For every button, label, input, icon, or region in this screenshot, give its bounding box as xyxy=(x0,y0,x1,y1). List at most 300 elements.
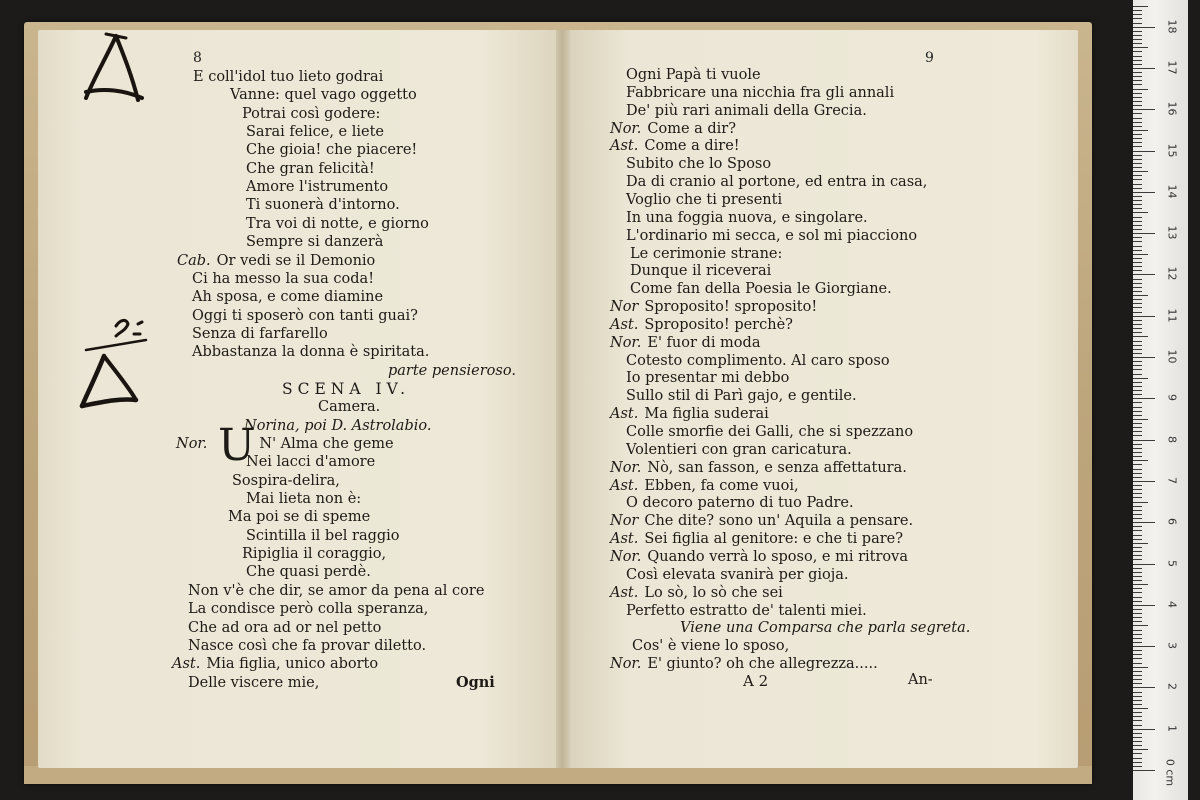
ruler-number: 8 xyxy=(1165,435,1179,443)
ruler-tick xyxy=(1133,138,1142,139)
verse-text: Colle smorfie dei Galli, che si spezzano xyxy=(626,424,914,440)
ruler-tick xyxy=(1133,204,1142,205)
verse-text: Ah sposa, e come diamine xyxy=(192,289,384,306)
ruler-number: 3 xyxy=(1165,642,1179,650)
ruler-number: 0 cm xyxy=(1163,758,1177,787)
ruler-tick xyxy=(1133,167,1142,168)
ruler-tick xyxy=(1133,225,1142,226)
left-page-line xyxy=(188,637,426,655)
ruler-tick xyxy=(1133,188,1142,189)
ruler-tick xyxy=(1133,382,1142,383)
verse-text: Che quasi perdè. xyxy=(246,564,371,581)
ruler-tick xyxy=(1133,97,1142,98)
left-page-line xyxy=(246,527,400,545)
ruler-tick xyxy=(1133,146,1142,147)
handwritten-a-mark xyxy=(76,28,156,110)
ruler-tick xyxy=(1133,212,1148,213)
verse-text: Le cerimonie strane: xyxy=(630,245,783,262)
ruler-tick xyxy=(1133,597,1142,598)
verse-text: Viene una Comparsa che parla segreta. xyxy=(680,620,971,637)
right-page-line xyxy=(610,477,799,495)
verse-text: SCENA IV. xyxy=(282,379,411,398)
ruler-tick xyxy=(1133,539,1142,540)
ruler-tick xyxy=(1133,630,1142,631)
verse-text: La condisce però colla speranza, xyxy=(188,601,429,618)
right-page-line xyxy=(630,245,782,263)
left-page-line xyxy=(177,252,375,270)
speaker-label: Nor. xyxy=(610,548,642,565)
ruler-tick xyxy=(1133,729,1155,730)
ruler-tick xyxy=(1133,588,1142,589)
ruler-tick xyxy=(1133,592,1142,593)
right-page-line xyxy=(626,566,848,584)
ruler-tick xyxy=(1133,605,1155,606)
ruler-tick xyxy=(1133,704,1142,705)
ruler-tick xyxy=(1133,287,1142,288)
ruler-tick xyxy=(1133,254,1148,255)
left-page-line xyxy=(188,619,381,637)
verse-text: Nò, san fasson, e senza affettatura. xyxy=(647,459,907,476)
ruler-tick xyxy=(1133,179,1142,180)
ruler-tick xyxy=(1133,155,1142,156)
ruler-tick xyxy=(1133,646,1155,647)
left-page-line xyxy=(246,123,384,141)
ruler-tick xyxy=(1133,407,1142,408)
ruler-number: 16 xyxy=(1165,101,1179,116)
verse-text: Nasce così che fa provar diletto. xyxy=(188,637,427,654)
ruler-tick xyxy=(1133,80,1142,81)
ruler-tick xyxy=(1133,31,1142,32)
verse-text: Ci ha messo la sua coda! xyxy=(192,270,375,287)
ruler-tick xyxy=(1133,64,1142,65)
ruler-tick xyxy=(1133,745,1142,746)
verse-text: E' fuor di moda xyxy=(647,334,761,351)
ruler-tick xyxy=(1133,568,1142,569)
verse-text: Subito che lo Sposo xyxy=(626,156,772,173)
ruler-number: 4 xyxy=(1165,600,1179,608)
ruler-tick xyxy=(1133,122,1142,123)
verse-text: Io presentar mi debbo xyxy=(626,370,790,387)
handwritten-delta-mark xyxy=(76,310,166,420)
right-page-line xyxy=(626,387,857,405)
verse-text: Mai lieta non è: xyxy=(246,491,362,508)
ruler-number: 11 xyxy=(1165,308,1179,323)
verse-text: Ebben, fa come vuoi, xyxy=(644,477,799,494)
speaker-label: Nor. xyxy=(610,656,642,673)
verse-text: Come fan della Poesia le Giorgiane. xyxy=(630,281,892,298)
ruler-tick xyxy=(1133,671,1142,672)
ruler-tick xyxy=(1133,378,1148,379)
ruler-tick xyxy=(1133,163,1142,164)
left-page-line xyxy=(246,141,417,159)
verse-text: Come a dire! xyxy=(644,138,740,155)
ruler-tick xyxy=(1133,18,1142,19)
ruler-tick xyxy=(1133,241,1142,242)
speaker-label: Ast. xyxy=(610,316,639,333)
ruler-tick xyxy=(1133,72,1142,73)
ruler-tick xyxy=(1133,555,1142,556)
left-page-line xyxy=(318,398,380,416)
ruler-tick xyxy=(1133,580,1142,581)
ruler-tick xyxy=(1133,584,1148,585)
right-page-line xyxy=(626,494,854,512)
verse-text: Perfetto estratto de' talenti miei. xyxy=(626,602,867,619)
right-page-line xyxy=(626,66,761,84)
speaker-label: Ast. xyxy=(610,584,639,601)
ruler-tick xyxy=(1133,233,1155,234)
ruler-tick xyxy=(1133,687,1155,688)
verse-text: Che ad ora ad or nel petto xyxy=(188,619,382,636)
left-page-line xyxy=(388,362,516,380)
ruler-tick xyxy=(1133,10,1142,11)
ruler-tick xyxy=(1133,415,1142,416)
ruler-tick xyxy=(1133,683,1142,684)
left-page-line xyxy=(192,307,418,325)
ruler-tick xyxy=(1133,621,1142,622)
ruler-tick xyxy=(1133,530,1142,531)
ruler-tick xyxy=(1133,667,1148,668)
ruler-tick xyxy=(1133,737,1142,738)
ruler-tick xyxy=(1133,572,1142,573)
ruler-tick xyxy=(1133,469,1142,470)
ruler-number: 6 xyxy=(1165,518,1179,526)
ruler-number: 7 xyxy=(1165,476,1179,484)
verse-text: Delle viscere mie, xyxy=(188,674,320,691)
ruler-tick xyxy=(1133,601,1142,602)
ruler-tick xyxy=(1133,464,1142,465)
right-page-line xyxy=(610,655,878,673)
left-page-line xyxy=(246,196,400,214)
ruler-tick xyxy=(1133,229,1142,230)
ruler-tick xyxy=(1133,118,1142,119)
ruler-tick xyxy=(1133,250,1142,251)
verse-text: Quando verrà lo sposo, e mi ritrova xyxy=(647,548,908,565)
speaker-label: Nor. xyxy=(176,436,208,452)
ruler-tick xyxy=(1133,68,1155,69)
right-page-line xyxy=(610,512,913,530)
speaker-label: Ast. xyxy=(172,656,201,673)
right-page-line xyxy=(610,584,783,602)
book-gutter xyxy=(556,30,570,768)
ruler-tick xyxy=(1133,559,1142,560)
verse-text: Abbastanza la donna è spiritata. xyxy=(192,344,430,361)
verse-text: Ogni Papà ti vuole xyxy=(626,67,761,83)
ruler-tick xyxy=(1133,332,1142,333)
verse-text: Sullo stil di Parì gajo, e gentile. xyxy=(626,388,857,405)
ruler-tick xyxy=(1133,291,1142,292)
verse-text: Che dite? sono un' Aquila a pensare. xyxy=(644,513,914,530)
ruler-tick xyxy=(1133,634,1142,635)
ruler-tick xyxy=(1133,435,1142,436)
ruler-tick xyxy=(1133,60,1142,61)
verse-text: Sospira-delira, xyxy=(232,472,340,489)
verse-text: Nei lacci d'amore xyxy=(246,454,376,471)
ruler-tick xyxy=(1133,23,1142,24)
left-page-line xyxy=(246,453,375,471)
speaker-label: Nor xyxy=(610,513,639,530)
right-page-line xyxy=(610,298,817,316)
verse-text: L'ordinario mi secca, e sol mi piacciono xyxy=(626,227,918,244)
ruler-tick xyxy=(1133,770,1155,771)
right-page-line xyxy=(630,262,771,280)
verse-text: Lo sò, lo sò che sei xyxy=(644,584,783,601)
ruler-tick xyxy=(1133,477,1142,478)
verse-text: Sproposito! sproposito! xyxy=(644,299,818,316)
verse-text: Oggi ti sposerò con tanti guai? xyxy=(192,307,418,324)
verse-text: Scintilla il bel raggio xyxy=(246,527,400,544)
left-page-line xyxy=(244,417,431,435)
ruler-tick xyxy=(1133,6,1148,7)
right-page-line xyxy=(632,637,789,655)
ruler-tick xyxy=(1133,171,1148,172)
ruler-tick xyxy=(1133,638,1142,639)
verse-text: N' Alma che geme xyxy=(259,436,394,452)
verse-text: Ma poi se di speme xyxy=(228,509,371,526)
ruler-tick xyxy=(1133,460,1148,461)
right-catchword: An- xyxy=(908,672,933,688)
ruler-tick xyxy=(1133,43,1142,44)
ruler-tick xyxy=(1133,402,1142,403)
ruler-tick xyxy=(1133,535,1142,536)
ruler-tick xyxy=(1133,547,1142,548)
verse-text: Ti suonerà d'intorno. xyxy=(246,197,400,214)
ruler-tick xyxy=(1133,679,1142,680)
ruler-tick xyxy=(1133,279,1142,280)
ruler-tick xyxy=(1133,35,1142,36)
ruler-number: 13 xyxy=(1165,225,1179,240)
left-catchword: Ogni xyxy=(456,674,495,691)
ruler-tick xyxy=(1133,733,1142,734)
right-page-line xyxy=(610,405,769,423)
left-page-line xyxy=(232,472,340,490)
ruler-tick xyxy=(1133,142,1142,143)
verse-text: In una foggia nuova, e singolare. xyxy=(626,209,868,226)
right-page-line xyxy=(610,316,793,334)
drop-cap: U xyxy=(218,420,256,471)
ruler-tick xyxy=(1133,692,1142,693)
ruler-tick xyxy=(1133,341,1142,342)
ruler-tick xyxy=(1133,27,1155,28)
ruler-tick xyxy=(1133,564,1155,565)
ruler-tick xyxy=(1133,419,1148,420)
speaker-label: Cab. xyxy=(177,252,211,269)
right-page-line xyxy=(626,369,789,387)
verse-text: Fabbricare una nicchia fra gli annali xyxy=(626,84,895,101)
ruler-tick xyxy=(1133,551,1142,552)
right-page-line xyxy=(610,530,903,548)
ruler-tick xyxy=(1133,675,1142,676)
ruler-tick xyxy=(1133,312,1142,313)
right-page-line xyxy=(626,423,913,441)
ruler-tick xyxy=(1133,270,1142,271)
left-page-line xyxy=(172,655,378,673)
ruler-tick xyxy=(1133,390,1142,391)
left-page-number: 8 xyxy=(193,50,202,66)
verse-text: Amore l'istrumento xyxy=(246,179,389,196)
ruler-tick xyxy=(1133,625,1148,626)
left-page-line xyxy=(246,233,383,251)
verse-text: Senza di farfarello xyxy=(192,325,328,342)
verse-text: Sempre si danzerà xyxy=(246,234,384,251)
ruler-tick xyxy=(1133,14,1142,15)
verse-text: Cos' è viene lo sposo, xyxy=(632,638,790,655)
verse-text: De' più rari animali della Grecia. xyxy=(626,102,867,119)
ruler-tick xyxy=(1133,518,1142,519)
left-page-line xyxy=(193,68,383,86)
verse-text: Sei figlia al genitore: e che ti pare? xyxy=(644,531,904,548)
ruler-tick xyxy=(1133,126,1142,127)
ruler-number: 10 xyxy=(1165,349,1179,364)
right-page-number: 9 xyxy=(925,50,934,66)
signature-mark: A 2 xyxy=(743,672,769,690)
left-page-line xyxy=(188,582,484,600)
verse-text: Sproposito! perchè? xyxy=(644,316,793,333)
ruler-tick xyxy=(1133,47,1148,48)
ruler-tick xyxy=(1133,221,1142,222)
verse-text: Vanne: quel vago oggetto xyxy=(230,87,417,104)
verse-text: Camera. xyxy=(318,399,381,416)
ruler-tick xyxy=(1133,134,1142,135)
verse-text: Così elevata svanirà per gioja. xyxy=(626,566,849,583)
verse-text: Dunque il riceverai xyxy=(630,263,772,280)
right-page-line xyxy=(610,120,736,138)
ruler-tick xyxy=(1133,93,1142,94)
ruler-tick xyxy=(1133,658,1142,659)
ruler-tick xyxy=(1133,184,1142,185)
ruler-tick xyxy=(1133,386,1142,387)
ruler-tick xyxy=(1133,700,1142,701)
ruler-tick xyxy=(1133,336,1148,337)
ruler-tick xyxy=(1133,398,1155,399)
right-page-line xyxy=(610,334,760,352)
ruler-tick xyxy=(1133,452,1142,453)
ruler-tick xyxy=(1133,246,1142,247)
ruler-tick xyxy=(1133,320,1142,321)
ruler-tick xyxy=(1133,522,1155,523)
ruler-tick xyxy=(1133,316,1155,317)
ruler-tick xyxy=(1133,258,1142,259)
ruler-tick xyxy=(1133,307,1142,308)
ruler-tick xyxy=(1133,485,1142,486)
ruler-tick xyxy=(1133,105,1142,106)
ruler-tick xyxy=(1133,427,1142,428)
ruler-tick xyxy=(1133,642,1142,643)
ruler-tick xyxy=(1133,303,1142,304)
ruler-tick xyxy=(1133,456,1142,457)
ruler-tick xyxy=(1133,481,1155,482)
book-cover-edge xyxy=(24,766,1092,784)
ruler-tick xyxy=(1133,200,1142,201)
verse-text: Volentieri con gran caricatura. xyxy=(626,441,852,458)
ruler-tick xyxy=(1133,192,1155,193)
ruler-tick xyxy=(1133,365,1142,366)
left-page-line xyxy=(246,490,361,508)
ruler-number: 5 xyxy=(1165,559,1179,567)
left-page-line xyxy=(228,508,370,526)
ruler-tick xyxy=(1133,130,1148,131)
ruler-tick xyxy=(1133,543,1148,544)
ruler-tick xyxy=(1133,431,1142,432)
right-page-line xyxy=(626,155,771,173)
ruler-number: 1 xyxy=(1165,724,1179,732)
right-page-line xyxy=(626,602,867,620)
ruler-tick xyxy=(1133,56,1142,57)
verse-text: Non v'è che dir, se amor da pena al core xyxy=(188,582,485,599)
ruler-tick xyxy=(1133,84,1142,85)
ruler-tick xyxy=(1133,613,1142,614)
verse-text: Tra voi di notte, e giorno xyxy=(246,215,429,232)
verse-text: Cotesto complimento. Al caro sposo xyxy=(626,352,890,369)
ruler-tick xyxy=(1133,502,1148,503)
verse-text: Ma figlia suderai xyxy=(644,406,769,423)
ruler-tick xyxy=(1133,353,1142,354)
ruler-number: 15 xyxy=(1165,143,1179,158)
ruler-tick xyxy=(1133,489,1142,490)
right-page-line xyxy=(626,173,927,191)
ruler-number: 14 xyxy=(1165,184,1179,199)
right-page-line xyxy=(626,84,894,102)
ruler-tick xyxy=(1133,89,1148,90)
ruler-tick xyxy=(1133,663,1142,664)
ruler-tick xyxy=(1133,741,1142,742)
ruler-tick xyxy=(1133,716,1142,717)
left-page-line xyxy=(192,288,383,306)
ruler-number: 2 xyxy=(1165,683,1179,691)
ruler-tick xyxy=(1133,576,1142,577)
ruler-tick xyxy=(1133,510,1142,511)
right-page-line xyxy=(610,459,907,477)
left-page-line xyxy=(192,270,374,288)
ruler-tick xyxy=(1133,361,1142,362)
left-page-line xyxy=(176,435,394,453)
ruler-tick xyxy=(1133,349,1142,350)
ruler-tick xyxy=(1133,720,1142,721)
ruler-tick xyxy=(1133,762,1142,763)
ruler-tick xyxy=(1133,39,1142,40)
verse-text: Potrai così godere: xyxy=(242,105,381,122)
verse-text: Che gioia! che piacere! xyxy=(246,142,418,159)
ruler-tick xyxy=(1133,196,1142,197)
ruler-tick xyxy=(1133,650,1142,651)
right-page-line xyxy=(626,441,852,459)
ruler-tick xyxy=(1133,217,1142,218)
verse-text: Che gran felicità! xyxy=(246,160,375,177)
verse-text: E coll'idol tuo lieto godrai xyxy=(193,69,384,85)
left-page-line xyxy=(242,105,380,123)
ruler-tick xyxy=(1133,101,1142,102)
right-page-line xyxy=(626,191,782,209)
ruler-tick xyxy=(1133,725,1142,726)
verse-text: Come a dir? xyxy=(647,120,737,137)
left-page-line xyxy=(246,563,371,581)
ruler-tick xyxy=(1133,448,1142,449)
left-page-line xyxy=(188,674,319,692)
speaker-label: Nor xyxy=(610,299,639,316)
ruler-tick xyxy=(1133,749,1148,750)
ruler-tick xyxy=(1133,394,1142,395)
ruler-tick xyxy=(1133,324,1142,325)
left-page-line xyxy=(246,178,388,196)
ruler-tick xyxy=(1133,159,1142,160)
right-page-line xyxy=(680,619,970,637)
ruler-tick xyxy=(1133,76,1142,77)
verse-text: O decoro paterno di tuo Padre. xyxy=(626,495,854,512)
ruler-number: 17 xyxy=(1165,60,1179,75)
ruler-tick xyxy=(1133,654,1142,655)
ruler-tick xyxy=(1133,357,1155,358)
ruler-tick xyxy=(1133,609,1142,610)
ruler-number: 9 xyxy=(1165,394,1179,402)
